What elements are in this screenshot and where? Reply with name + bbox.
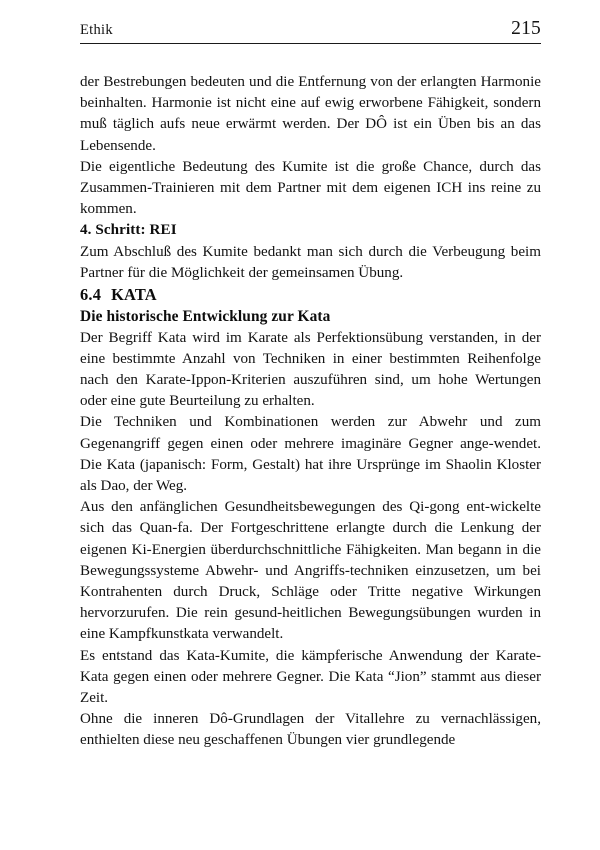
paragraph: Ohne die inneren Dô-Grundlagen der Vitallehre zu vernachlässigen, enthielten diese neu geschaffenen Übungen vier grundlegende <box>80 711 541 749</box>
paragraph: Die Techniken und Kombinationen werden zur Abwehr und zum Gegenangriff gegen einen oder mehrere imaginäre Gegner ange-wendet. Die Kata (japanisch: Form, Gestalt) hat ihre Ursprünge im Shaolin Kloster als Dao, der Weg. <box>80 414 541 494</box>
sub-heading: Die historische Entwicklung zur Kata <box>80 308 331 326</box>
page-number: 215 <box>511 18 541 39</box>
paragraph: Aus den anfänglichen Gesundheitsbewegungen des Qi-gong ent-wickelte sich das Quan-fa. Der Fortgeschrittene erlangte durch die Lenkung der eigenen Ki-Energien überdurchschnittliche Fähigkeiten. Man begann in die Bewegungssysteme Abwehr- und Angriffs-techniken einzusetzen, um bei Kontrahenten durch Druck, Schläge oder Tritte negative Wirkungen hervorzurufen. Die rein gesund-heitlichen Bewegungsübungen wurden in eine Kampfkunstkata verwandelt. <box>80 499 541 643</box>
section-heading <box>80 284 541 306</box>
body-text-column <box>80 72 541 752</box>
running-head <box>80 18 541 44</box>
paragraph: Zum Abschluß des Kumite bedankt man sich durch die Verbeugung beim Partner für die Möglichkeit der gemeinsamen Übung. <box>80 243 541 281</box>
step-heading: 4. Schritt: REI <box>80 222 177 239</box>
section-title: KATA <box>111 285 157 305</box>
section-number: 6.4 <box>80 285 102 305</box>
paragraph: Es entstand das Kata-Kumite, die kämpferische Anwendung der Karate-Kata gegen einen oder mehrere Gegner. Die Kata “Jion” stammt aus dieser Zeit. <box>80 647 541 706</box>
paragraph: Die eigentliche Bedeutung des Kumite ist die große Chance, durch das Zusammen-Trainieren mit dem Partner mit dem eigenen ICH ins reine zu kommen. <box>80 158 541 218</box>
running-head-title: Ethik <box>80 22 113 38</box>
paragraph: Der Begriff Kata wird im Karate als Perfektionsübung verstanden, in der eine bestimmte Anzahl von Techniken in einer bestimmten Reihenfolge nach den Karate-Ippon-Kriterien auszuführen sind, um hohe Wertungen oder eine gute Beurteilung zu erhalten. <box>80 329 541 410</box>
paragraph: der Bestrebungen bedeuten und die Entfernung von der erlangten Harmonie beinhalten. Harmonie ist nicht eine auf ewig erworbene Fähigkeit, sondern muß täglich aufs neue erwärmt werden. Der DÔ ist ein Üben bis an das Lebensende. <box>80 74 541 154</box>
